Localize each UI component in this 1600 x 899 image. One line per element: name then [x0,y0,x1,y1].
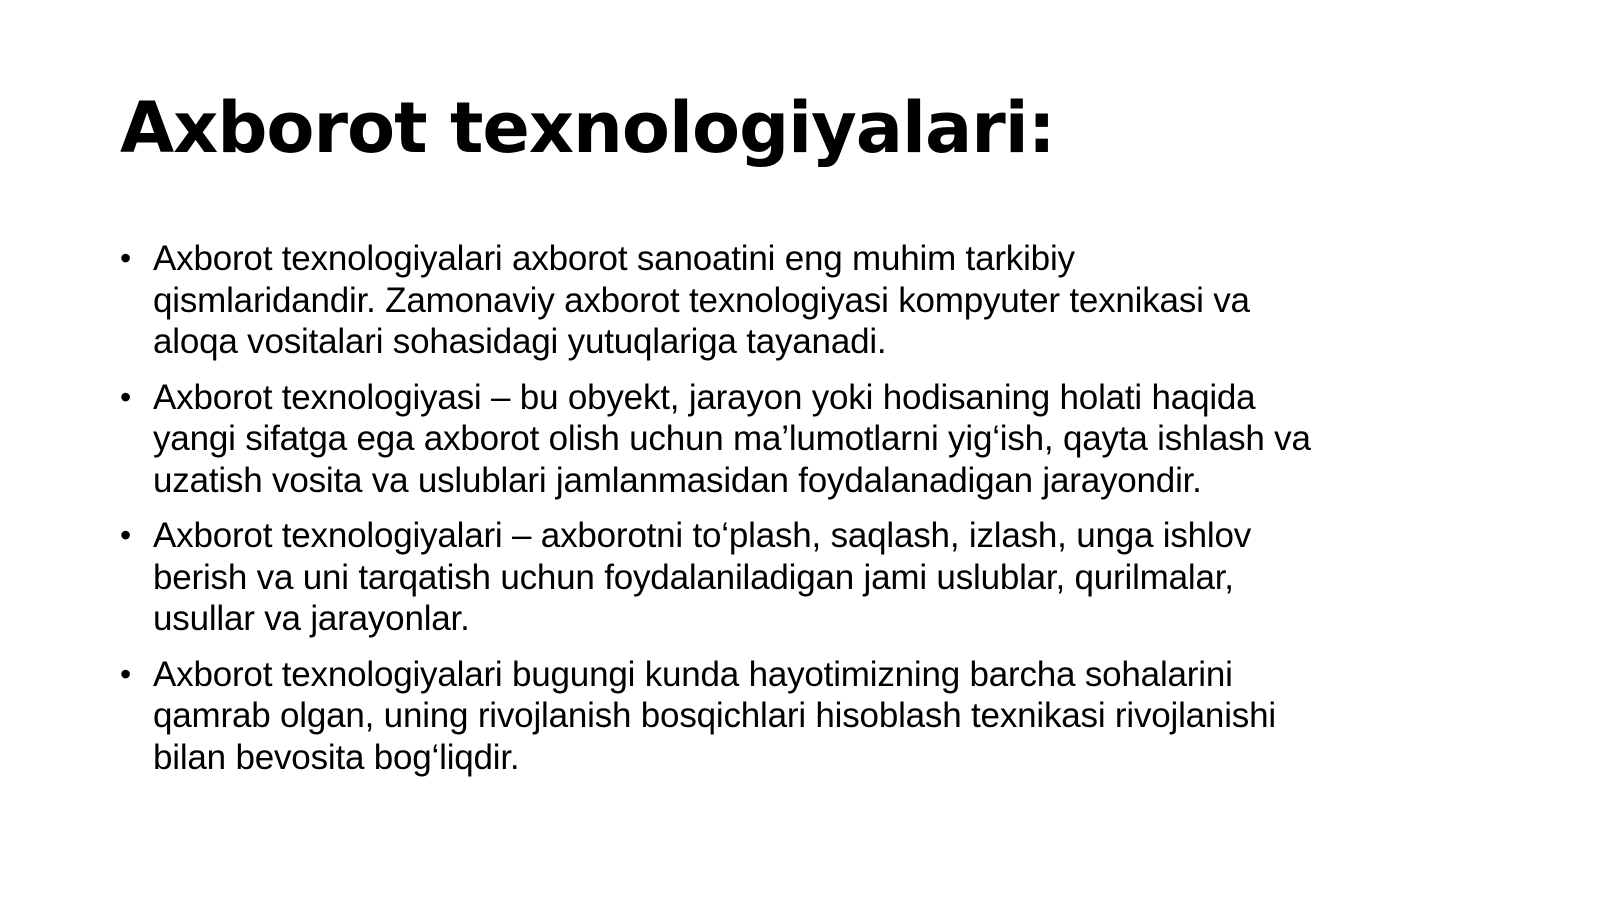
bullet-marker: • [120,655,132,692]
bullet-item [120,654,1500,779]
bullet-line: aloqa vositalari sohasidagi yutuqlariga tayanadi. [153,322,887,361]
bullet-line: bilan bevosita bog‘liqdir. [153,737,520,777]
bullet-line: berish va uni tarqatish uchun foydalaniladigan jami uslublar, qurilmalar, [153,557,1234,597]
bullet-line: uzatish vosita va uslublari jamlanmasidan foydalanadigan jarayondir. [153,460,1202,500]
bullet-list [120,238,1500,792]
bullet-marker: • [120,240,132,276]
bullet-marker: • [120,517,132,553]
bullet-line: Axborot texnologiyalari bugungi kunda hayotimizning barcha sohalarini [153,654,1233,694]
bullet-marker: • [120,378,132,415]
bullet-line: qamrab olgan, uning rivojlanish bosqichlari hisoblash texnikasi rivojlanishi [153,696,1276,735]
bullet-item [120,377,1500,502]
bullet-item [120,238,1500,363]
bullet-line: Axborot texnologiyalari axborot sanoatini eng muhim tarkibiy [153,239,1075,278]
bullet-line: qismlaridandir. Zamonaviy axborot texnologiyasi kompyuter texnikasi va [153,280,1250,320]
bullet-line: Axborot texnologiyalari – axborotni to‘plash, saqlash, izlash, unga ishlov [153,516,1252,555]
bullet-item [120,515,1500,640]
bullet-line: yangi sifatga ega axborot olish uchun ma’lumotlarni yig‘ish, qayta ishlash va [153,419,1311,458]
bullet-line: usullar va jarayonlar. [153,599,470,638]
bullet-line: Axborot texnologiyasi – bu obyekt, jarayon yoki hodisaning holati haqida [153,377,1256,417]
slide-title: Axborot texnologiyalari: [120,87,1055,169]
